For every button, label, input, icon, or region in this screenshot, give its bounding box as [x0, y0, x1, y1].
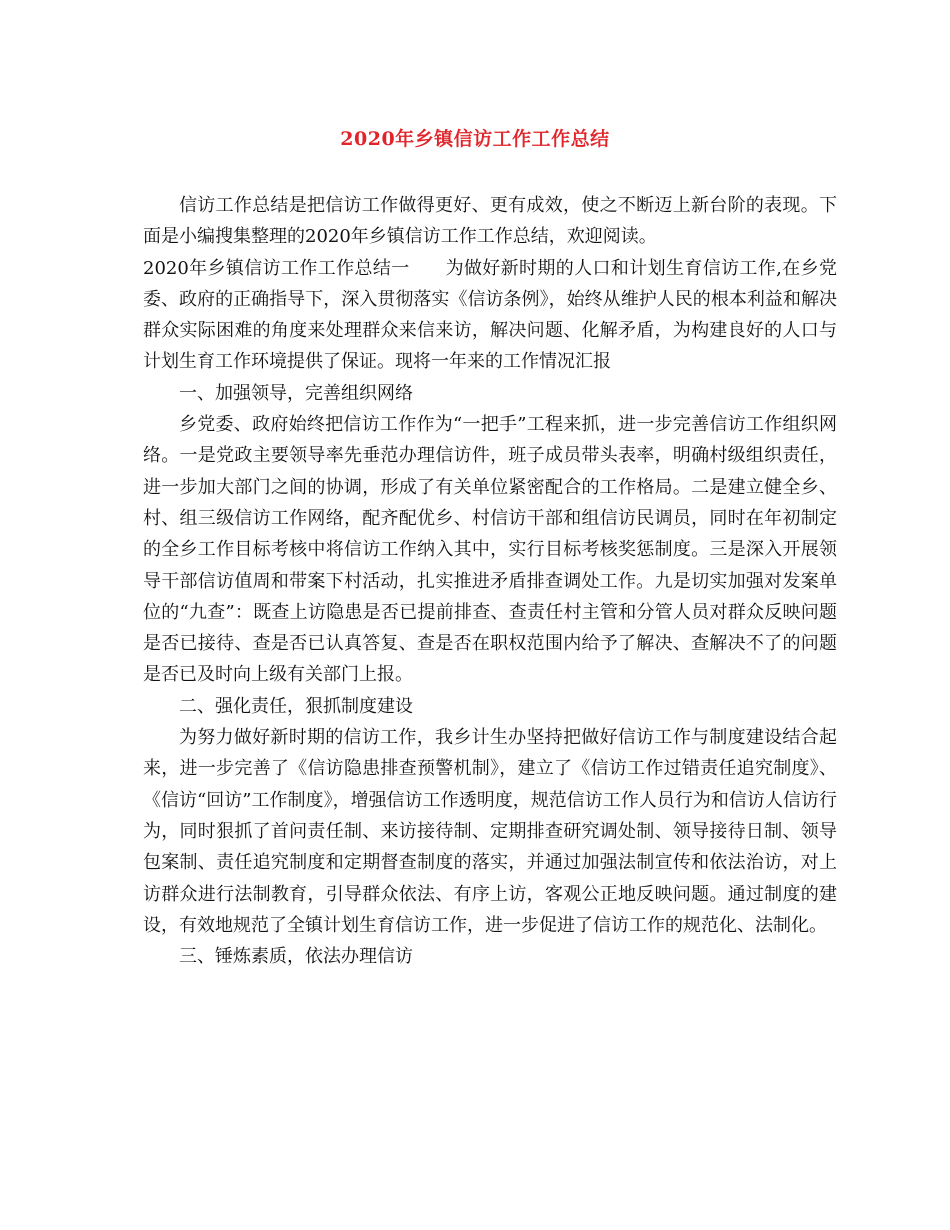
section-paragraph-2: 为努力做好新时期的信访工作，我乡计生办坚持把做好信访工作与制度建设结合起来，进一步完善了《信访隐患排查预警机制》，建立了《信访工作过错责任追究制度》、《信访“回访”工作制度》，增强信访工作透明度，规范信访工作人员行为和信访人信访行为，同时狠抓了首问责任制、来访接待制、定期排查研究调处制、领导接待日制、领导包案制、责任追究制度和定期督查制度的落实，并通过加强法制宣传和依法治访，对上访群众进行法制教育，引导群众依法、有序上访，客观公正地反映问题。通过制度的建设，有效地规范了全镇计划生育信访工作，进一步促进了信访工作的规范化、法制化。: [143, 727, 837, 936]
summary-one-paragraph: [143, 253, 837, 378]
section-heading-1: 一、加强领导，完善组织网络: [179, 382, 413, 404]
summary-one-text: 为做好新时期的人口和计划生育信访工作,在乡党委、政府的正确指导下，深入贯彻落实《信访条例》，始终从维护人民的根本利益和解决群众实际困难的角度来处理群众来信来访，解决问题、化解矛盾，为构建良好的人口与计划生育工作环境提供了保证。现将一年来的工作情况汇报: [143, 257, 837, 373]
document-body: [143, 190, 837, 972]
section-paragraph-1: 乡党委、政府始终把信访工作作为“一把手”工程来抓，进一步完善信访工作组织网络。一是党政主要领导率先垂范办理信访件，班子成员带头表率，明确村级组织责任，进一步加大部门之间的协调，形成了有关单位紧密配合的工作格局。二是建立健全乡、村、组三级信访工作网络，配齐配优乡、村信访干部和组信访民调员，同时在年初制定的全乡工作目标考核中将信访工作纳入其中，实行目标考核奖惩制度。三是深入开展领导干部信访值周和带案下村活动，扎实推进矛盾排查调处工作。九是切实加强对发案单位的“九查”：既查上访隐患是否已提前排查、查责任村主管和分管人员对群众反映问题是否已接待、查是否已认真答复、查是否在职权范围内给予了解决、查解决不了的问题是否已及时向上级有关部门上报。: [143, 414, 837, 686]
summary-one-heading: 2020年乡镇信访工作工作总结一: [143, 257, 410, 279]
document-title: 2020年乡镇信访工作工作总结: [340, 128, 610, 150]
intro-paragraph: 信访工作总结是把信访工作做得更好、更有成效，使之不断迈上新台阶的表现。下面是小编搜集整理的2020年乡镇信访工作工作总结，欢迎阅读。: [143, 195, 837, 248]
section-heading-3: 三、锤炼素质，依法办理信访: [179, 946, 413, 968]
section-heading-2: 二、强化责任，狠抓制度建设: [179, 695, 413, 717]
